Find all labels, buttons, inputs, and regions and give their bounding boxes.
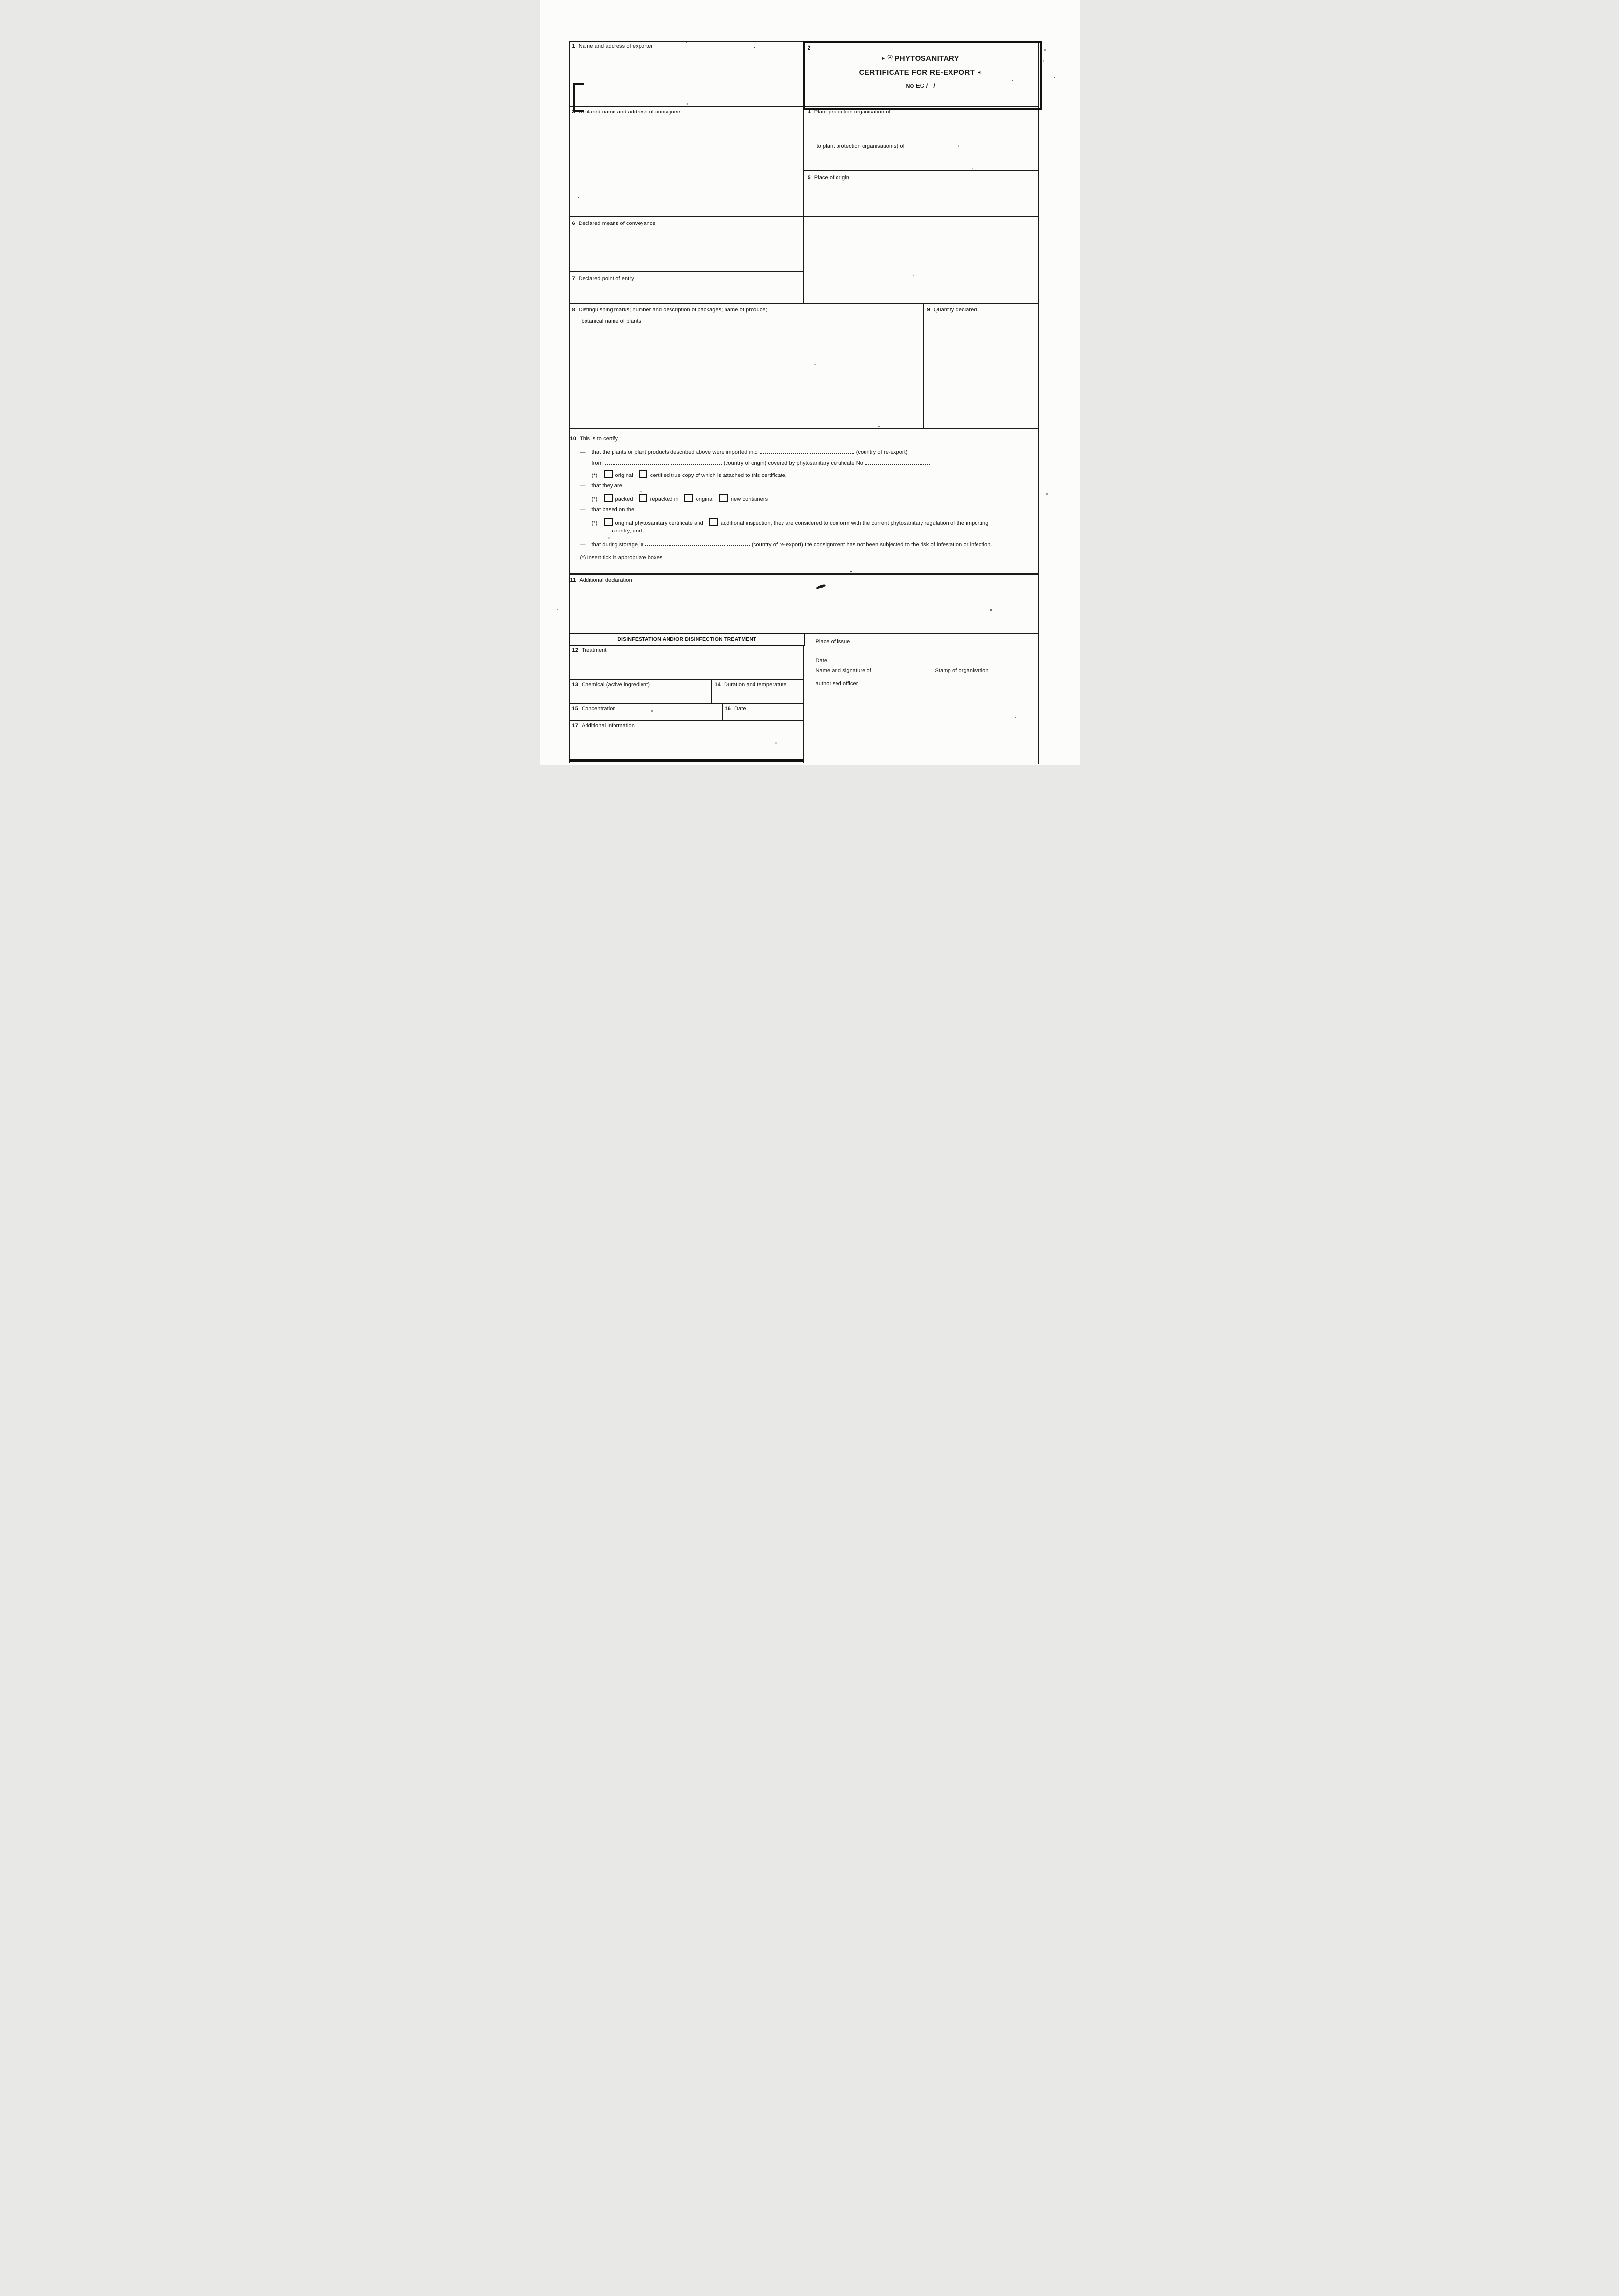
checkbox-label: certified true copy of which is attached to this certificate, [650, 473, 787, 478]
box11-title: Additional declaration [579, 577, 632, 583]
box12-label [572, 647, 607, 654]
checkbox-packed[interactable] [604, 494, 613, 502]
rule-box15-box16-divider [722, 703, 723, 720]
box10-number: 10 [570, 436, 576, 442]
box13-title: Chemical (active ingredient) [581, 682, 650, 688]
box8-number: 8 [572, 307, 575, 313]
box17-title: Additional information [581, 723, 635, 728]
checkbox-label: original phytosanitary certificate and [615, 520, 703, 526]
place-of-issue-label: Place of issue [815, 639, 850, 644]
certify-text: that during storage in [591, 542, 644, 548]
rule-row3-bottom [569, 303, 1039, 304]
box2-number: 2 [807, 44, 811, 51]
certify-text: from [591, 460, 603, 466]
box11-number: 11 [570, 577, 576, 583]
dash-bullet: — [580, 449, 586, 455]
star-marker: (*) [591, 520, 598, 526]
certify-text: (country of re-export) the consignment has not been subjected to the risk of infestation or infection. [752, 542, 992, 548]
certify-line-inspection-cont: country, and [612, 528, 642, 534]
box8-label-line2: botanical name of plants [581, 318, 642, 324]
rule-center-divider-upper [803, 106, 804, 216]
pointer-left-icon: ◄ [977, 70, 982, 75]
certify-footnote: (*) Insert tick in appropriate boxes [580, 555, 663, 560]
rule-center-divider-lower [803, 633, 804, 763]
title-text-2: CERTIFICATE FOR RE-EXPORT [859, 68, 975, 77]
box4-sublabel: to plant protection organisation(s) of [816, 143, 905, 149]
box13-number: 13 [572, 682, 578, 688]
box4-label [808, 109, 891, 116]
title-text-1: PHYTOSANITARY [894, 55, 959, 63]
box15-number: 15 [572, 706, 578, 712]
registration-bracket-mark [573, 83, 584, 112]
rule-box13-box14-divider [711, 679, 712, 703]
box9-title: Quantity declared [933, 307, 977, 313]
box5-label [808, 175, 849, 182]
checkbox-label: original [615, 473, 633, 478]
scanned-phytosanitary-form [540, 0, 1080, 765]
box17-number: 17 [572, 723, 578, 728]
box14-number: 14 [714, 682, 721, 688]
box15-label [572, 706, 616, 713]
rule-box15-bottom [569, 720, 804, 721]
date-of-issue-label: Date [815, 658, 828, 664]
star-marker: (*) [591, 496, 598, 502]
box8-label [572, 307, 767, 314]
rule-box8-box9-divider [923, 303, 924, 428]
box6-number: 6 [572, 221, 575, 226]
fill-line-certificate-no [865, 459, 930, 465]
checkbox-label: additional inspection, they are considered to conform with the current phytosanitary regulation of the importing [720, 520, 989, 526]
dash-bullet: — [580, 507, 586, 513]
certify-line-storage [580, 540, 992, 548]
footnote-marker: (1) [887, 55, 893, 59]
box7-number: 7 [572, 276, 575, 281]
box6-label [572, 221, 656, 227]
star-marker: (*) [591, 473, 598, 478]
box3-title: Declared name and address of consignee [578, 109, 681, 115]
rule-center-divider-mid [803, 216, 804, 303]
checkbox-original-certificate[interactable] [604, 518, 613, 526]
rule-box4-box5 [803, 170, 1039, 171]
box3-label [572, 109, 681, 116]
box3-number: 3 [572, 109, 575, 115]
box1-label [572, 43, 653, 50]
box16-number: 16 [725, 706, 731, 712]
box4-title: Plant protection organisation of [814, 109, 891, 115]
box8-title: Distinguishing marks; number and description of packages; name of produce; [578, 307, 767, 313]
fill-line-storage-country [645, 540, 750, 546]
rule-box6-box7 [569, 271, 804, 272]
checkbox-additional-inspection[interactable] [709, 518, 718, 526]
fill-line-country-of-reexport [760, 448, 854, 454]
certificate-title-line1 [803, 55, 1038, 63]
box7-label [572, 276, 634, 282]
certify-line-imported-into [580, 448, 908, 455]
box9-number: 9 [927, 307, 930, 313]
treatment-section-header: DISINFESTATION AND/OR DISINFECTION TREATMENT [569, 633, 805, 646]
rule-box10-bottom [569, 573, 1039, 575]
box14-label [715, 682, 787, 689]
box1-title: Name and address of exporter [578, 43, 653, 49]
checkbox-new-containers[interactable] [719, 494, 728, 502]
box4-number: 4 [808, 109, 811, 115]
box13-label [572, 682, 650, 689]
treatment-bottom-bar [569, 759, 804, 762]
box7-title: Declared point of entry [578, 276, 634, 281]
box10-title: This is to certify [579, 436, 618, 442]
certificate-number-line: No EC / / [905, 82, 935, 89]
box1-number: 1 [572, 43, 575, 49]
certify-text: that the plants or plant products described above were imported into [591, 449, 758, 455]
stamp-of-organisation-label: Stamp of organisation [935, 668, 989, 673]
box6-title: Declared means of conveyance [578, 221, 656, 226]
dash-bullet: — [580, 542, 586, 548]
certify-text: that based on the [591, 507, 635, 513]
box12-title: Treatment [581, 647, 607, 653]
box9-label [927, 307, 977, 314]
border-right-line [1038, 41, 1039, 764]
checkbox-certified-true-copy[interactable] [639, 470, 647, 478]
rule-box13-bottom [569, 703, 804, 704]
box12-number: 12 [572, 647, 578, 653]
box10-label [570, 436, 618, 443]
checkbox-label: repacked in [650, 496, 679, 502]
certify-line-that-they-are [580, 483, 622, 489]
certify-line-original-copy [592, 470, 787, 478]
box5-number: 5 [808, 175, 811, 181]
fill-line-country-of-origin [605, 459, 722, 465]
box14-title: Duration and temperature [724, 682, 787, 688]
checkbox-repacked-in[interactable] [639, 494, 647, 502]
certify-text: (country of re-export) [856, 449, 908, 455]
certificate-title-line2 [803, 68, 1038, 77]
officer-signature-label-line1: Name and signature of [815, 668, 871, 673]
checkbox-label: packed [615, 496, 633, 502]
rule-box8-bottom [569, 428, 1039, 429]
certify-line-packed [592, 494, 768, 502]
certify-text: (country of origin) covered by phytosanitary certificate No [723, 460, 863, 466]
rule-box12-bottom [569, 679, 804, 680]
box16-label [725, 706, 746, 713]
box16-title: Date [734, 706, 746, 712]
dash-bullet: — [580, 483, 586, 489]
box15-title: Concentration [581, 706, 616, 712]
border-left-line [569, 41, 570, 763]
certify-line-inspection [592, 518, 989, 526]
certify-text: that they are [591, 483, 622, 489]
certify-line-from-country [592, 459, 932, 466]
checkbox-original-containers[interactable] [684, 494, 693, 502]
certify-line-based-on [580, 507, 635, 513]
pointer-right-icon: ► [881, 56, 886, 61]
officer-signature-label-line2: authorised officer [815, 681, 858, 687]
checkbox-label: new containers [730, 496, 768, 502]
checkbox-label: original [696, 496, 714, 502]
box17-label [572, 723, 635, 729]
box5-title: Place of origin [814, 175, 849, 181]
checkbox-original[interactable] [604, 470, 613, 478]
rule-row2-bottom [569, 216, 1039, 217]
scan-artifact-mark [815, 583, 826, 590]
box11-label [570, 577, 632, 584]
